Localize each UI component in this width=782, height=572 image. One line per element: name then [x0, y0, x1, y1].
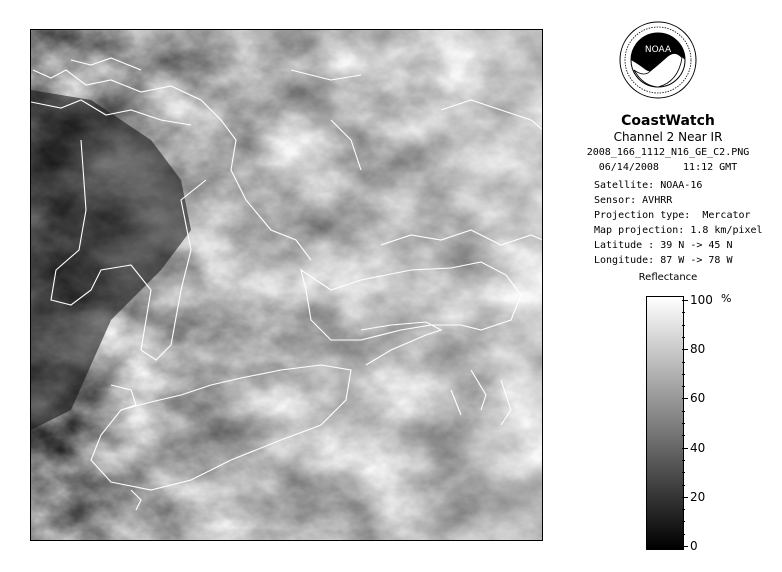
colorbar-minor-tick [682, 485, 685, 486]
colorbar-minor-tick [682, 411, 685, 412]
colorbar-minor-tick [682, 374, 685, 375]
colorbar-tick-label-100: 100 [690, 293, 713, 307]
colorbar-minor-tick [682, 472, 685, 473]
colorbar-tick-20 [682, 497, 688, 498]
colorbar-minor-tick [682, 435, 685, 436]
datetime-label: 06/14/2008 11:12 GMT [598, 162, 738, 173]
channel-label: Channel 2 Near IR [613, 130, 723, 144]
colorbar-minor-tick [682, 521, 685, 522]
colorbar-title: Reflectance [638, 272, 698, 283]
colorbar-tick-label-20: 20 [690, 490, 706, 504]
colorbar-minor-tick [682, 460, 685, 461]
colorbar-minor-tick [682, 509, 685, 510]
satellite-label: Satellite: NOAA-16 [594, 180, 703, 191]
colorbar-tick-40 [682, 448, 688, 449]
cloud-scene [31, 30, 543, 541]
colorbar-tick-label-40: 40 [690, 441, 706, 455]
colorbar-minor-tick [682, 362, 685, 363]
filename-label: 2008_166_1112_N16_GE_C2.PNG [586, 147, 750, 158]
colorbar-unit: % [721, 292, 732, 305]
logo-text: NOAA [644, 45, 672, 55]
colorbar-minor-tick [682, 386, 685, 387]
colorbar-tick-label-80: 80 [690, 342, 706, 356]
colorbar-tick-0 [682, 546, 688, 547]
noaa-logo [618, 20, 698, 100]
colorbar-tick-label-0: 0 [690, 539, 698, 553]
reflectance-colorbar [646, 296, 684, 550]
longitude-label: Longitude: 87 W -> 78 W [594, 255, 733, 266]
brand-title: CoastWatch [621, 113, 715, 129]
sensor-label: Sensor: AVHRR [594, 195, 673, 206]
map-projection-label: Map projection: 1.8 km/pixel [594, 225, 763, 236]
projection-type-label: Projection type: Mercator [594, 210, 751, 221]
colorbar-minor-tick [682, 423, 685, 424]
colorbar-minor-tick [682, 337, 685, 338]
satellite-image [30, 29, 543, 541]
colorbar-tick-80 [682, 349, 688, 350]
colorbar-tick-60 [682, 398, 688, 399]
colorbar-minor-tick [682, 325, 685, 326]
noaa-seal-icon [618, 20, 698, 100]
latitude-label: Latitude : 39 N -> 45 N [594, 240, 733, 251]
colorbar-minor-tick [682, 312, 685, 313]
colorbar-tick-label-60: 60 [690, 391, 706, 405]
colorbar-minor-tick [682, 534, 685, 535]
colorbar-tick-100 [682, 300, 688, 301]
